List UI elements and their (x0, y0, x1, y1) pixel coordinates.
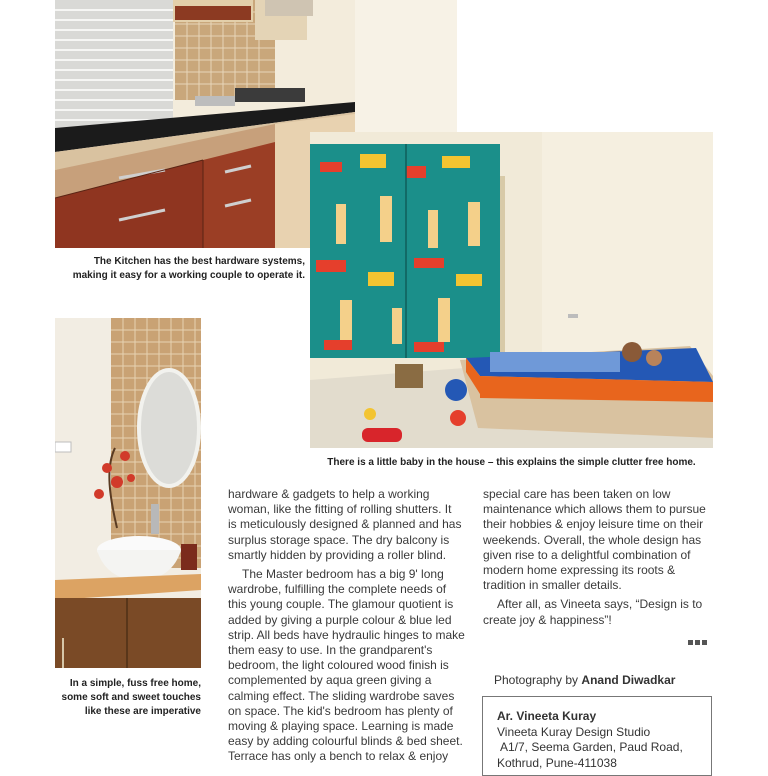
text-line: strip. All beds have hydraulic hinges to make (228, 627, 465, 642)
studio-name: Vineeta Kuray Design Studio (497, 724, 651, 739)
address-line: A1/7, Seema Garden, Paud Road, (500, 740, 683, 754)
photography-credit (494, 673, 675, 687)
end-square-icon (695, 640, 700, 645)
text-line: After all, as Vineeta says, “Design is to (497, 597, 703, 612)
text-line: this young couple. The glamour quotient is (228, 597, 454, 612)
kitchen-caption-line: making it easy for a working couple to operate it. (72, 270, 305, 281)
text-line: is meticulously designed & planned and has (228, 517, 462, 532)
photographer-name: Anand Diwadkar (581, 673, 676, 687)
text-line: calming effect. The sliding wardrobe saves (228, 688, 455, 703)
kitchen-caption-line: The Kitchen has the best hardware systems, (93, 256, 305, 267)
text-line: wardrobe, fulfilling the complete needs of (228, 582, 447, 597)
text-line: tradition in smaller details. (483, 578, 622, 593)
washbasin-caption-line: some soft and sweet touches (61, 692, 201, 703)
text-line: The Master bedroom has a big 9' long (242, 567, 444, 582)
article-paragraph (228, 487, 468, 563)
text-line: Terrace has only a bench to relax & enjoy (228, 749, 449, 764)
text-line: them easy to use. In the grandparent's (228, 643, 433, 658)
kids-bedroom-photo (310, 132, 713, 448)
designer-credit-box (482, 696, 712, 776)
text-line: maintenance which allows them to pursue (483, 502, 706, 517)
bedroom-caption (310, 456, 713, 470)
washbasin-caption-line: In a simple, fuss free home, (69, 678, 201, 689)
text-line: easy by adding colourful blinds & bed sheet. (228, 734, 463, 749)
address-line: Kothrud, Pune-411038 (497, 755, 617, 770)
washbasin-caption-line: like these are imperative (84, 706, 201, 717)
text-line: their hobbies & enjoy leisure time on their (483, 517, 704, 532)
end-square-icon (688, 640, 693, 645)
text-line: special care has been taken on low (483, 487, 671, 501)
text-line: added by giving a purple colour & blue led (228, 612, 452, 627)
end-of-article-mark (688, 640, 707, 645)
end-square-icon (702, 640, 707, 645)
text-line: modern home expressing its roots & (483, 563, 676, 578)
text-line: woman, like the fitting of rolling shutters. It (228, 502, 452, 517)
washbasin-caption (55, 677, 201, 719)
text-line: surplus storage space. The dry balcony is (228, 532, 450, 547)
washbasin-photo (55, 318, 201, 668)
text-line: weekends. Overall, the whole design has (483, 532, 702, 547)
text-line: complemented by aqua green giving a (228, 673, 432, 688)
article-column-2 (483, 487, 723, 628)
text-line: hardware & gadgets to help a working (228, 487, 430, 501)
article-column-1 (228, 487, 468, 765)
text-line: on space. The kid's bedroom has plenty of (228, 703, 453, 718)
text-line: moving & playing space. Learning is made (228, 719, 454, 734)
article-paragraph (483, 487, 723, 593)
kitchen-caption (55, 255, 305, 283)
bedroom-caption-line: There is a little baby in the house – this explains the simple clutter free home. (327, 457, 696, 468)
text-line: given rise to a delightful combination of (483, 547, 691, 562)
text-line: smartly hidden by providing a roller blind. (228, 547, 447, 562)
architect-name: Ar. Vineeta Kuray (497, 709, 597, 723)
photography-label: Photography by (494, 673, 579, 687)
article-paragraph (228, 567, 468, 765)
text-line: create joy & happiness”! (483, 612, 612, 627)
text-line: bedroom, the light coloured wood finish is (228, 658, 449, 673)
article-paragraph (483, 597, 723, 627)
